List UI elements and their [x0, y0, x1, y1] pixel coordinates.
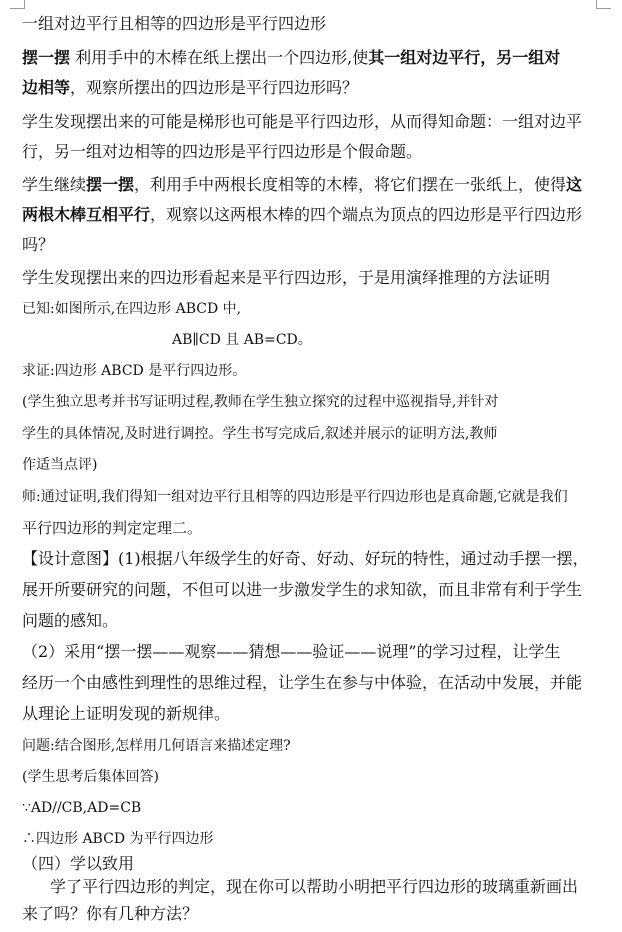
text-line	[22, 268, 550, 288]
text-run: ，观察以这两根木棒的四个端点为顶点的四边形是平行四边形	[150, 205, 583, 224]
text-run: ∴四边形 ABCD 为平行四边形	[22, 831, 214, 847]
text-line	[22, 611, 118, 631]
text-line	[22, 361, 246, 381]
bold-text: 这	[566, 175, 583, 194]
text-line	[22, 424, 497, 444]
text-run: ∵AD//CB,AD=CB	[22, 800, 142, 816]
bold-text: 摆一摆	[86, 175, 135, 194]
text-run: 已知:如图所示,在四边形 ABCD 中,	[22, 301, 242, 317]
text-line	[22, 854, 134, 874]
text-run: 平行四边形的判定定理二。	[22, 519, 203, 537]
text-line	[22, 829, 214, 849]
text-run: ，观察所摆出的四边形是平行四边形吗？	[70, 78, 359, 97]
text-line	[22, 455, 97, 475]
text-run: 来了吗？你有几种方法？	[22, 904, 199, 923]
bold-text: 边相等	[22, 78, 71, 97]
text-run: 问题:结合图形,怎样用几何语言来描述定理?	[22, 738, 291, 754]
text-line	[50, 877, 578, 897]
text-line	[172, 330, 312, 350]
text-run: 学生的具体情况,及时进行调控。学生书写完成后,叙述并展示的证明方法,教师	[22, 426, 498, 442]
text-run: 求证:四边形 ABCD 是平行四边形。	[22, 363, 247, 379]
text-line	[22, 487, 568, 507]
text-line	[22, 736, 291, 756]
text-run: 经历一个由感性到理性的思维过程，让学生在参与中体验，在活动中发展，并能	[22, 673, 583, 692]
text-line	[22, 299, 241, 319]
text-run: （四）学以致用	[22, 854, 135, 873]
text-line	[22, 518, 202, 538]
text-run: 【设计意图】(1)根据八年级学生的好奇、好动、好玩的特性，通过动手摆一摆，	[22, 549, 589, 568]
text-run: 吗？	[22, 235, 55, 254]
text-line	[22, 673, 582, 693]
text-line	[22, 642, 561, 662]
text-run: (学生思考后集体回答)	[22, 769, 159, 785]
text-run: （2）采用“摆一摆——观察——猜想——验证——说理”的学习过程，让学生	[22, 642, 561, 661]
text-line	[22, 392, 498, 412]
text-line	[22, 798, 141, 818]
text-line	[22, 48, 560, 68]
text-run: 学生发现摆出来的四边形看起来是平行四边形，于是用演绎推理的方法证明	[22, 268, 551, 287]
text-run: 一组对边平行且相等的四边形是平行四边形	[22, 14, 327, 33]
text-line	[22, 175, 582, 195]
text-run: 学生发现摆出来的可能是梯形也可能是平行四边形，从而得知命题：一组对边平	[22, 112, 583, 131]
text-run: AB∥CD 且 AB=CD。	[172, 332, 312, 348]
text-run: 师:通过证明,我们得知一组对边平行且相等的四边形是平行四边形也是真命题,它就是我们	[22, 489, 568, 505]
text-run: 学生继续	[22, 175, 87, 194]
text-line	[22, 142, 422, 162]
text-line	[22, 767, 159, 787]
text-line	[22, 580, 582, 600]
text-run: 学了平行四边形的判定，现在你可以帮助小明把平行四边形的玻璃重新画出	[50, 877, 579, 896]
text-run: 问题的感知。	[22, 611, 119, 630]
text-line	[22, 235, 54, 255]
text-line	[22, 904, 198, 924]
text-line	[22, 549, 589, 569]
text-line	[22, 112, 582, 132]
text-line	[22, 78, 358, 98]
text-run: 从理论上证明发现的新规律。	[22, 704, 231, 723]
text-run: 利用手中的木棒在纸上摆出一个四边形,使	[70, 48, 369, 67]
page-corner-mark-right	[596, 0, 611, 9]
text-line	[22, 704, 230, 724]
text-run: 行，另一组对边相等的四边形是平行四边形是个假命题。	[22, 142, 423, 161]
bold-text: 两根木棒互相平行	[22, 205, 151, 224]
bold-text: 摆一摆	[22, 48, 71, 67]
text-run: (学生独立思考并书写证明过程,教师在学生独立探究的过程中巡视指导,并针对	[22, 394, 499, 410]
text-run: 作适当点评)	[22, 457, 98, 473]
page-corner-mark-left	[10, 0, 25, 9]
text-run: 展开所要研究的问题，不但可以进一步激发学生的求知欲，而且非常有利于学生	[22, 580, 583, 599]
text-line	[22, 14, 326, 34]
text-line	[22, 205, 582, 225]
bold-text: 其一组对边平行，另一组对	[368, 48, 561, 67]
text-run: ，利用手中两根长度相等的木棒，将它们摆在一张纸上，使得	[134, 175, 567, 194]
